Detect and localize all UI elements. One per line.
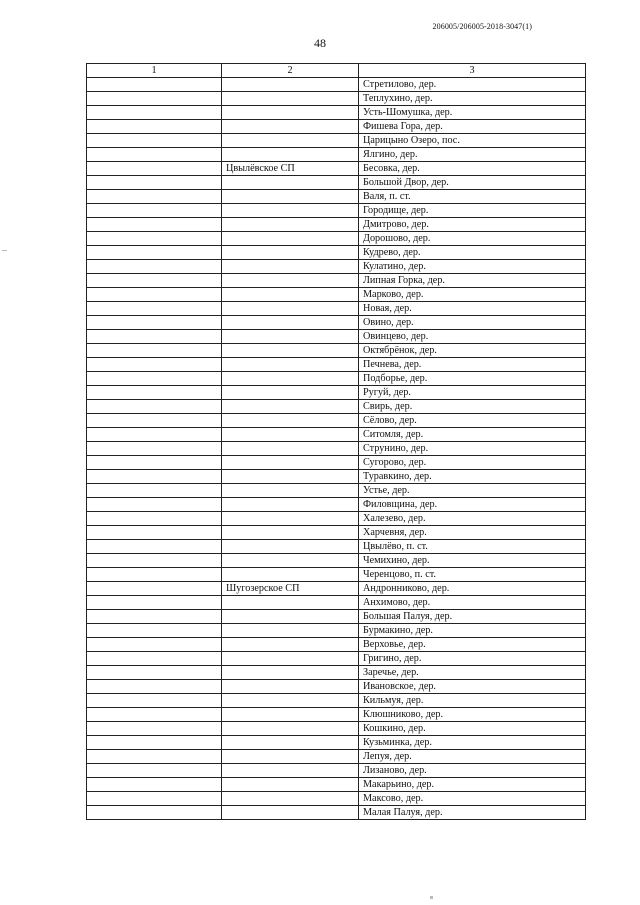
locality-cell: Овино, дер. [359,316,586,330]
settlement-cell [222,806,359,820]
district-cell [87,120,222,134]
district-cell [87,288,222,302]
settlement-cell [222,106,359,120]
locality-cell: Клюшниково, дер. [359,708,586,722]
margin-mark [2,250,7,251]
district-cell [87,386,222,400]
table-row [87,218,586,232]
table-row [87,316,586,330]
district-cell [87,512,222,526]
locality-cell: Кудрево, дер. [359,246,586,260]
locality-cell: Григино, дер. [359,652,586,666]
table-row [87,288,586,302]
district-cell [87,442,222,456]
settlement-cell [222,680,359,694]
table-row [87,302,586,316]
table-row [87,498,586,512]
table-row [87,358,586,372]
locality-cell: Устье, дер. [359,484,586,498]
district-cell [87,540,222,554]
district-cell [87,750,222,764]
locality-cell: Бурмакино, дер. [359,624,586,638]
table-row [87,232,586,246]
district-cell [87,484,222,498]
table-row [87,792,586,806]
locality-cell: Дорошово, дер. [359,232,586,246]
locality-cell: Харчевня, дер. [359,526,586,540]
district-cell [87,358,222,372]
district-cell [87,316,222,330]
locality-cell: Липная Горка, дер. [359,274,586,288]
table-row [87,624,586,638]
table-row [87,134,586,148]
settlement-cell [222,92,359,106]
settlement-cell [222,414,359,428]
locality-cell: Теплухино, дер. [359,92,586,106]
settlement-cell [222,372,359,386]
settlement-cell [222,134,359,148]
settlement-cell [222,498,359,512]
locality-cell: Кильмуя, дер. [359,694,586,708]
table-row [87,582,586,596]
column-header: 2 [222,64,359,78]
district-cell [87,722,222,736]
locality-cell: Кузьминка, дер. [359,736,586,750]
locality-cell: Струнино, дер. [359,442,586,456]
column-header: 1 [87,64,222,78]
district-cell [87,708,222,722]
locality-cell: Бесовка, дер. [359,162,586,176]
district-cell [87,344,222,358]
table-row [87,456,586,470]
district-cell [87,652,222,666]
district-cell [87,610,222,624]
locality-cell: Филовщина, дер. [359,498,586,512]
table-row [87,120,586,134]
district-cell [87,526,222,540]
page-number: 48 [314,36,326,50]
table-header-row [87,64,586,78]
district-cell [87,372,222,386]
locality-cell: Лизаново, дер. [359,764,586,778]
settlement-cell [222,792,359,806]
district-cell [87,218,222,232]
table-row [87,344,586,358]
district-cell [87,260,222,274]
table-row [87,106,586,120]
settlement-cell [222,512,359,526]
document-code: 206005/206005-2018-3047(1) [432,22,532,31]
district-cell [87,428,222,442]
settlement-cell [222,204,359,218]
district-cell [87,568,222,582]
locality-cell: Печнева, дер. [359,358,586,372]
settlement-cell [222,190,359,204]
district-cell [87,78,222,92]
table-row [87,554,586,568]
table-row [87,694,586,708]
settlement-cell [222,274,359,288]
settlement-cell [222,260,359,274]
locality-cell: Ялгино, дер. [359,148,586,162]
table-row [87,372,586,386]
table-row [87,400,586,414]
table-row [87,246,586,260]
settlement-cell [222,330,359,344]
district-cell [87,778,222,792]
table-row [87,638,586,652]
locality-cell: Заречье, дер. [359,666,586,680]
table-row [87,568,586,582]
table-row [87,610,586,624]
settlement-cell [222,694,359,708]
district-cell [87,148,222,162]
table-row [87,484,586,498]
locality-cell: Макарьино, дер. [359,778,586,792]
locality-cell: Халезево, дер. [359,512,586,526]
locality-cell: Лепуя, дер. [359,750,586,764]
district-cell [87,624,222,638]
district-cell [87,638,222,652]
settlement-cell [222,652,359,666]
district-cell [87,666,222,680]
locality-cell: Максово, дер. [359,792,586,806]
settlement-cell [222,246,359,260]
settlement-cell [222,148,359,162]
settlement-cell [222,302,359,316]
table-row [87,428,586,442]
locality-cell: Сугорово, дер. [359,456,586,470]
table-body [87,78,586,820]
settlement-cell: Шугозерское СП [222,582,359,596]
settlement-cell [222,484,359,498]
locality-cell: Царицыно Озеро, пос. [359,134,586,148]
district-cell [87,302,222,316]
table-row [87,680,586,694]
locality-cell: Верховье, дер. [359,638,586,652]
district-cell [87,330,222,344]
settlement-cell: Цвылёвское СП [222,162,359,176]
table-row [87,652,586,666]
locality-cell: Туравкино, дер. [359,470,586,484]
table-row [87,666,586,680]
table-row [87,190,586,204]
settlement-cell [222,232,359,246]
settlement-cell [222,78,359,92]
settlement-cell [222,316,359,330]
settlement-cell [222,596,359,610]
locality-cell: Свирь, дер. [359,400,586,414]
locality-cell: Дмитрово, дер. [359,218,586,232]
table-row [87,92,586,106]
settlement-cell [222,470,359,484]
district-cell [87,582,222,596]
locality-cell: Валя, п. ст. [359,190,586,204]
locality-cell: Кулатино, дер. [359,260,586,274]
locality-cell: Стретилово, дер. [359,78,586,92]
locality-cell: Подборье, дер. [359,372,586,386]
settlement-cell [222,176,359,190]
district-cell [87,232,222,246]
settlement-cell [222,456,359,470]
settlements-table [86,63,586,820]
column-header: 3 [359,64,586,78]
locality-cell: Городище, дер. [359,204,586,218]
locality-cell: Кошкино, дер. [359,722,586,736]
locality-cell: Усть-Шомушка, дер. [359,106,586,120]
settlement-cell [222,638,359,652]
district-cell [87,554,222,568]
locality-cell: Черенцово, п. ст. [359,568,586,582]
locality-cell: Ругуй, дер. [359,386,586,400]
table-row [87,330,586,344]
settlement-cell [222,764,359,778]
settlement-cell [222,358,359,372]
table-row [87,526,586,540]
settlement-cell [222,400,359,414]
locality-cell: Овинцево, дер. [359,330,586,344]
district-cell [87,414,222,428]
district-cell [87,204,222,218]
locality-cell: Андронниково, дер. [359,582,586,596]
district-cell [87,470,222,484]
district-cell [87,680,222,694]
settlement-cell [222,442,359,456]
table-row [87,778,586,792]
district-cell [87,246,222,260]
table-row [87,414,586,428]
locality-cell: Фишева Гора, дер. [359,120,586,134]
settlement-cell [222,428,359,442]
settlement-cell [222,386,359,400]
locality-cell: Ивановское, дер. [359,680,586,694]
locality-cell: Чемихино, дер. [359,554,586,568]
table-row [87,442,586,456]
locality-cell: Цвылёво, п. ст. [359,540,586,554]
table-row [87,806,586,820]
settlement-cell [222,610,359,624]
locality-cell: Сёлово, дер. [359,414,586,428]
table-row [87,764,586,778]
table-row [87,162,586,176]
table-row [87,722,586,736]
locality-cell: Октябрёнок, дер. [359,344,586,358]
district-cell [87,736,222,750]
table-row [87,708,586,722]
settlement-cell [222,540,359,554]
district-cell [87,806,222,820]
settlement-cell [222,666,359,680]
table-row [87,386,586,400]
table-row [87,736,586,750]
district-cell [87,106,222,120]
table-row [87,470,586,484]
scan-dot [430,896,433,899]
district-cell [87,274,222,288]
table-row [87,540,586,554]
locality-cell: Большой Двор, дер. [359,176,586,190]
settlement-cell [222,568,359,582]
table-row [87,204,586,218]
district-cell [87,92,222,106]
settlement-cell [222,624,359,638]
table-row [87,512,586,526]
district-cell [87,134,222,148]
locality-cell: Новая, дер. [359,302,586,316]
settlement-cell [222,288,359,302]
table-row [87,750,586,764]
district-cell [87,596,222,610]
settlement-cell [222,218,359,232]
district-cell [87,764,222,778]
table-row [87,176,586,190]
locality-cell: Большая Палуя, дер. [359,610,586,624]
settlement-cell [222,722,359,736]
locality-cell: Ситомля, дер. [359,428,586,442]
table-row [87,596,586,610]
table-row [87,78,586,92]
settlement-cell [222,554,359,568]
district-cell [87,498,222,512]
locality-cell: Марково, дер. [359,288,586,302]
table-row [87,274,586,288]
table-row [87,148,586,162]
settlement-cell [222,344,359,358]
district-cell [87,400,222,414]
district-cell [87,456,222,470]
settlement-cell [222,778,359,792]
locality-cell: Анхимово, дер. [359,596,586,610]
locality-cell: Малая Палуя, дер. [359,806,586,820]
district-cell [87,694,222,708]
district-cell [87,792,222,806]
district-cell [87,176,222,190]
district-cell [87,190,222,204]
table-row [87,260,586,274]
district-cell [87,162,222,176]
settlement-cell [222,120,359,134]
settlement-cell [222,736,359,750]
settlement-cell [222,708,359,722]
settlement-cell [222,750,359,764]
settlement-cell [222,526,359,540]
